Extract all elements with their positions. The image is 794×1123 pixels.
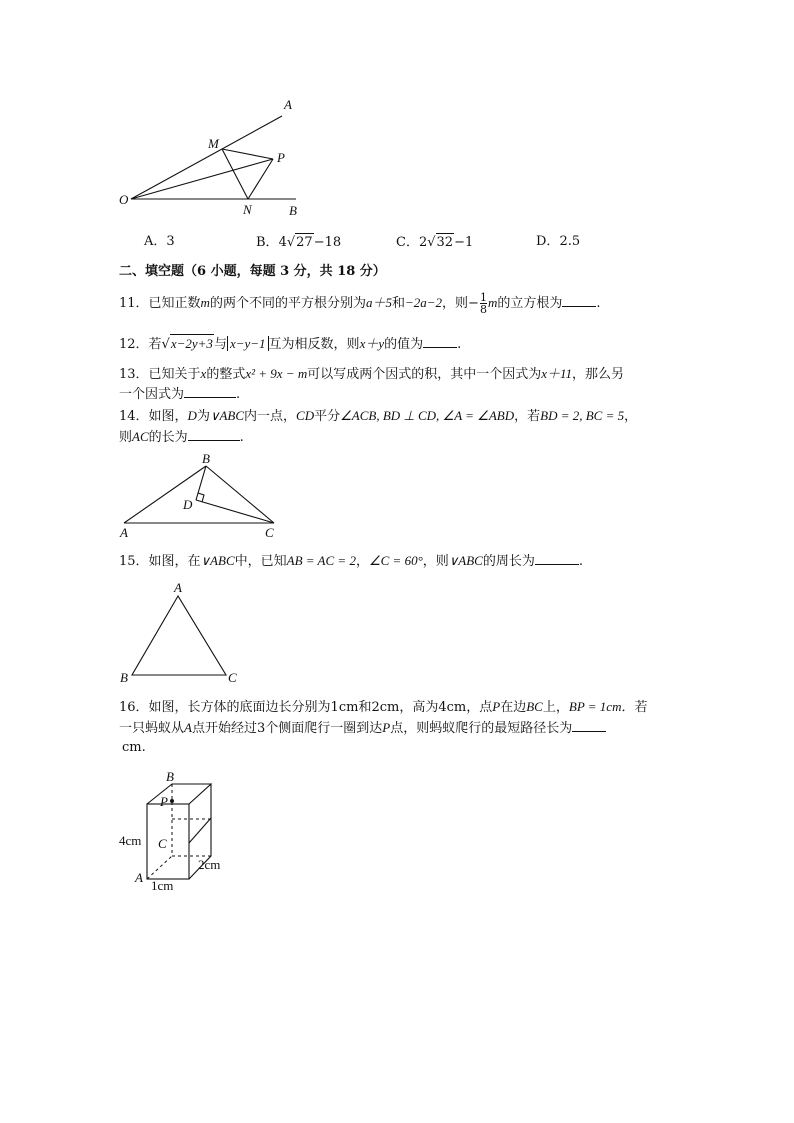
question-12: 12．若√x−2y+3与 x−y−1 互为相反数，则x＋y的值为 . xyxy=(119,336,462,352)
question-11: 11．已知正数m的两个不同的平方根分别为a＋5和−2a−2，则− $\frac{1}{8}$ m的立方根为 . xyxy=(119,291,601,316)
fig14-label-b: B xyxy=(202,451,210,466)
segment-pn xyxy=(248,159,273,199)
q10-option-b: B．4√27−18 xyxy=(256,235,342,250)
fig14-label-a: A xyxy=(120,525,128,540)
section-title-fill-in: 二、填空题（6 小题，每题 3 分，共 18 分） xyxy=(119,264,386,279)
q10-option-a: A．3 xyxy=(144,234,175,249)
fig15-label-b: B xyxy=(120,670,128,685)
fig1-label-m: M xyxy=(208,136,219,151)
question-16-line1: 16．如图，长方体的底面边长分别为1cm和2cm，高为4cm，点P在边BC上，BP = 1cm．若 xyxy=(119,699,648,715)
fig16-label-height: 4cm xyxy=(119,833,142,848)
question-13-line1: 13．已知关于x的整式x² + 9x − m可以写成两个因式的积，其中一个因式为x＋11，那么另 xyxy=(119,366,625,382)
question-13-line2: 一个因式为 . xyxy=(119,387,241,402)
fig1-label-n: N xyxy=(243,202,252,217)
question-14-line2: 则AC的长为 . xyxy=(119,429,244,445)
fig1-label-o: O xyxy=(119,192,129,207)
fig16-label-p: P xyxy=(160,794,168,809)
q10-option-d: D．2.5 xyxy=(536,234,581,249)
fig1-label-p: P xyxy=(277,150,285,165)
fig16-label-a: A xyxy=(135,870,143,885)
fig1-label-a: A xyxy=(284,97,292,112)
fig15-label-a: A xyxy=(174,580,182,595)
fig14-label-d: D xyxy=(183,497,193,512)
fig1-label-b: B xyxy=(289,203,297,218)
fig15-label-c: C xyxy=(228,670,237,685)
question-15: 15．如图，在∨ABC中，已知AB = AC = 2，∠C = 60°，则∨ABC的周长为 . xyxy=(119,553,584,569)
answer-blank-14[interactable] xyxy=(188,428,240,441)
question-16-line2: 一只蚂蚁从A点开始经过3个侧面爬行一圈到达P点，则蚂蚁爬行的最短路径长为 xyxy=(119,719,606,738)
answer-blank-13[interactable] xyxy=(184,385,236,398)
question-16-line3: cm. xyxy=(122,740,146,755)
answer-blank-11[interactable] xyxy=(562,294,596,307)
q10-option-c: C．2√32−1 xyxy=(396,235,474,250)
fig16-label-width2: 2cm xyxy=(198,857,221,872)
fig14-label-c: C xyxy=(265,525,274,540)
answer-blank-12[interactable] xyxy=(423,335,457,348)
fig16-label-c: C xyxy=(158,836,167,851)
segment-mp xyxy=(222,149,273,159)
question-14-line1: 14．如图，D为∨ABC内一点，CD平分∠ACB, BD ⊥ CD, ∠A = ∠ABD，若BD = 2, BC = 5， xyxy=(119,408,638,424)
answer-blank-16[interactable] xyxy=(572,719,606,732)
segment-op xyxy=(131,159,273,199)
answer-blank-15[interactable] xyxy=(535,552,579,565)
segment-mn xyxy=(222,149,248,199)
fig16-label-width1: 1cm xyxy=(151,878,174,893)
fig16-label-b: B xyxy=(166,769,174,784)
ray-oa xyxy=(131,116,282,199)
